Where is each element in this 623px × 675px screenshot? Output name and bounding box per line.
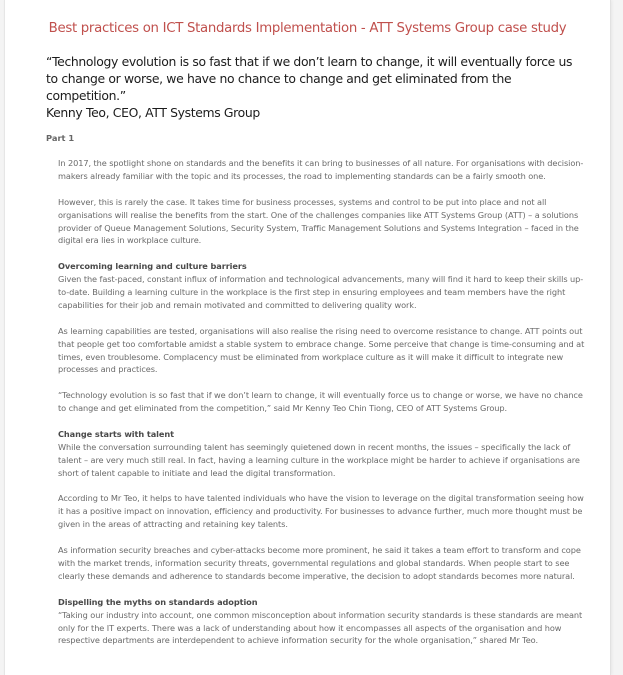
section1-paragraph-2: As learning capabilities are tested, organisations will also realise the rising need to overcome resistance to change. ATT points out that people get too comfortable amidst a stable system to embrace change. Some perceive that change is time-consuming and at times, even troublesome. Complacency must be eliminated from workplace culture as it will make it difficult to integrate new processes and practices. (58, 325, 585, 375)
lead-quote-block (46, 53, 576, 121)
section-heading-myths: Dispelling the myths on standards adoption (58, 596, 258, 607)
section-heading-talent: Change starts with talent (58, 428, 174, 439)
section2-paragraph-2: According to Mr Teo, it helps to have talented individuals who have the vision to leverage on the digital transformation seeing how it has a positive impact on innovation, efficiency and productivity. For businesses to advance further, much more thought must be given in the areas of attracting and retaining key talents. (58, 493, 584, 530)
part-label: Part 1 (46, 133, 75, 143)
intro-paragraph-2: However, this is rarely the case. It takes time for business processes, systems and control to be put into place and not all organisations will realise the benefits from the start. One of the challenges companies like ATT Systems Group (ATT) – a solutions provider of Queue Management Solutions, Security System, Traffic Management Solutions and Systems Integration – faced in the digital era lies in workplace culture. (58, 196, 579, 246)
section1-paragraph-1: Given the fast-paced, constant influx of information and technological advancements, many will find it hard to keep their skills up-to-date. Building a learning culture in the workplace is the first step in ensuring employees and team members have the right capabilities for their job and remain motivated and committed to delivering quality work. (58, 274, 584, 310)
section3-paragraph-1: “Taking our industry into account, one common misconception about information security standards is these standards are meant only for the IT experts. There was a lack of understanding about how it encompasses all aspects of the organisation and how respective departments are interdependent to achieve information security for the whole organisation,” shared Mr Teo. (58, 609, 583, 646)
section2-paragraph-1: While the conversation surrounding talent has seemingly quietened down in recent months, the issues – specifically the lack of talent – are very much still real. In fact, having a learning culture in the workplace might be harder to achieve if organisations are short of talent capable to initiate and lead the digital transformation. (58, 441, 580, 478)
section-heading-learning-culture: Overcoming learning and culture barriers (58, 261, 247, 272)
lead-quote: “Technology evolution is so fast that if we don’t learn to change, it will eventually force us to change or worse, we have no chance to change and get eliminated from the competition.” (46, 54, 573, 103)
lead-attribution: Kenny Teo, CEO, ATT Systems Group (46, 105, 260, 120)
section2-paragraph-3: As information security breaches and cyber-attacks become more prominent, he said it takes a team effort to transform and cope with the market trends, information security threats, governmental regulations and global standards. When people start to see clearly these demands and adherence to standards become imperative, the decision to adopt standards becomes more natural. (58, 545, 581, 581)
article-body (58, 157, 588, 647)
article-page (4, 0, 611, 675)
intro-paragraph-1: In 2017, the spotlight shone on standards and the benefits it can bring to businesses of all nature. For organisations with decision-makers already familiar with the topic and its processes, the road to implementing standards can be a fairly smooth one. (58, 158, 584, 181)
section1-paragraph-3: “Technology evolution is so fast that if we don’t learn to change, it will eventually force us to change or worse, we have no chance to change and get eliminated from the competition,” said Mr Kenny Teo Chin Tiong, CEO of ATT Systems Group. (58, 390, 583, 414)
article-title: Best practices on ICT Standards Implementation - ATT Systems Group case study (48, 21, 567, 36)
